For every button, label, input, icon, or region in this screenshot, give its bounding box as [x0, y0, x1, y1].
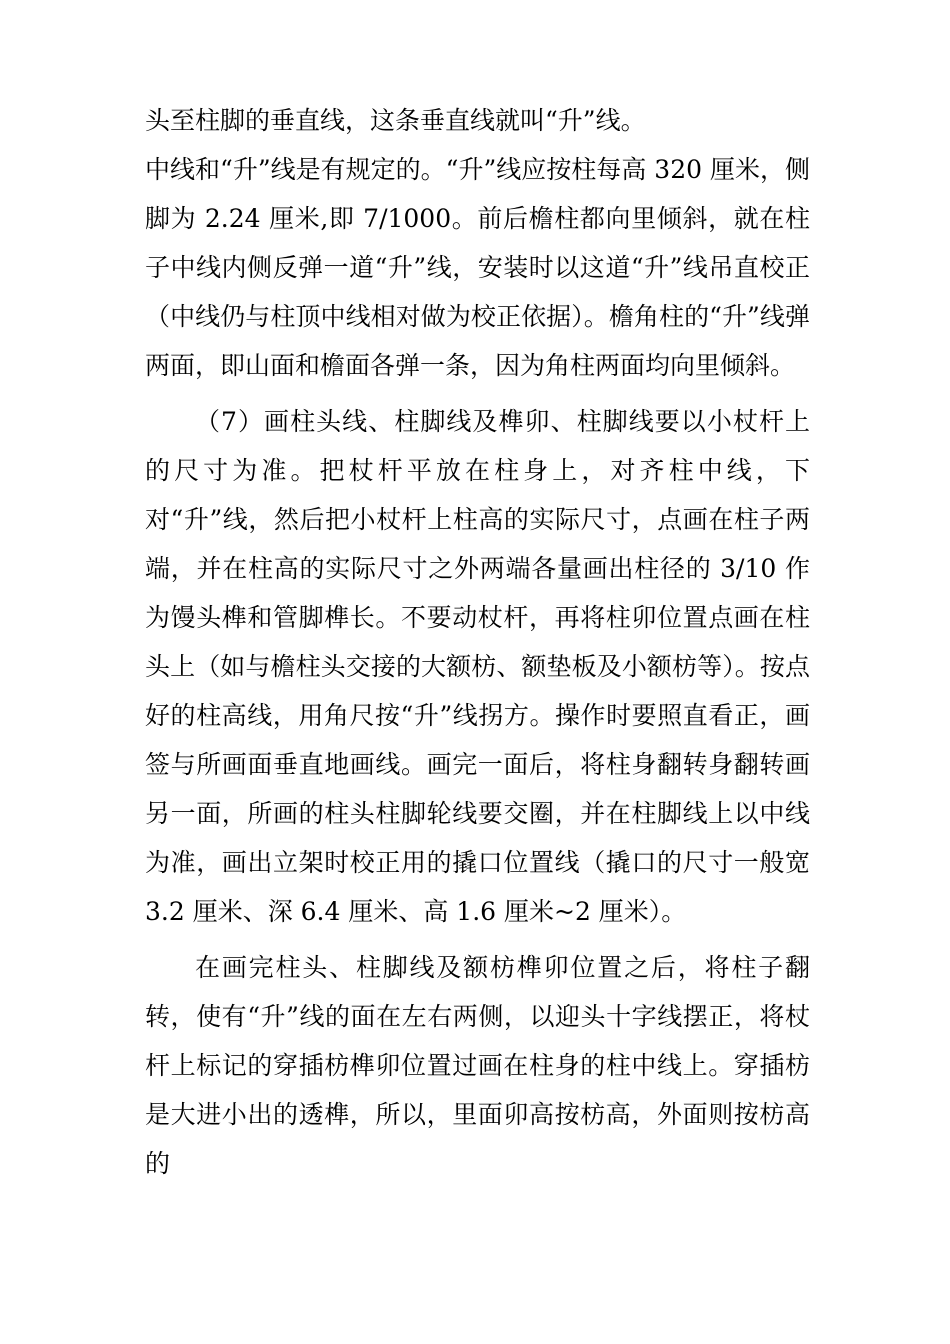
- paragraph-after-marking: 在画完柱头、柱脚线及额枋榫卯位置之后，将柱子翻转，使有“升”线的面在左右两侧，以迎头十字线摆正，将杖杆上标记的穿插枋榫卯位置过画在柱身的柱中线上。穿插枋是大进小出的透榫，所以，里面卯高按枋高，外面则按枋高的: [145, 953, 810, 1178]
- paragraph-continuation: 头至柱脚的垂直线，这条垂直线就叫“升”线。: [145, 106, 646, 135]
- paragraph-rules-of-lines: 中线和“升”线是有规定的。“升”线应按柱每高 320 厘米，侧脚为 2.24 厘米,即 7/1000。前后檐柱都向里倾斜，就在柱子中线内侧反弹一道“升”线，安装时以这道“升”线吊直校正（中线仍与柱顶中线相对做为校正依据）。檐角柱的“升”线弹两面，即山面和檐面各弹一条，因为角柱两面均向里倾斜。: [145, 155, 810, 380]
- document-body: [145, 96, 810, 1188]
- paragraph-step-7: （7）画柱头线、柱脚线及榫卯、柱脚线要以小杖杆上的尺寸为准。把杖杆平放在柱身上，对齐柱中线，下对“升”线，然后把小杖杆上柱高的实际尺寸，点画在柱子两端，并在柱高的实际尺寸之外两端各量画出柱径的 3/10 作为馒头榫和管脚榫长。不要动杖杆，再将柱卯位置点画在柱头上（如与檐柱头交接的大额枋、额垫板及小额枋等）。按点好的柱高线，用角尺按“升”线拐方。操作时要照直看正，画签与所画面垂直地画线。画完一面后，将柱身翻转身翻转画另一面，所画的柱头柱脚轮线要交圈，并在柱脚线上以中线为准，画出立架时校正用的撬口位置线（撬口的尺寸一般宽 3.2 厘米、深 6.4 厘米、高 1.6 厘米~2 厘米）。: [145, 407, 810, 926]
